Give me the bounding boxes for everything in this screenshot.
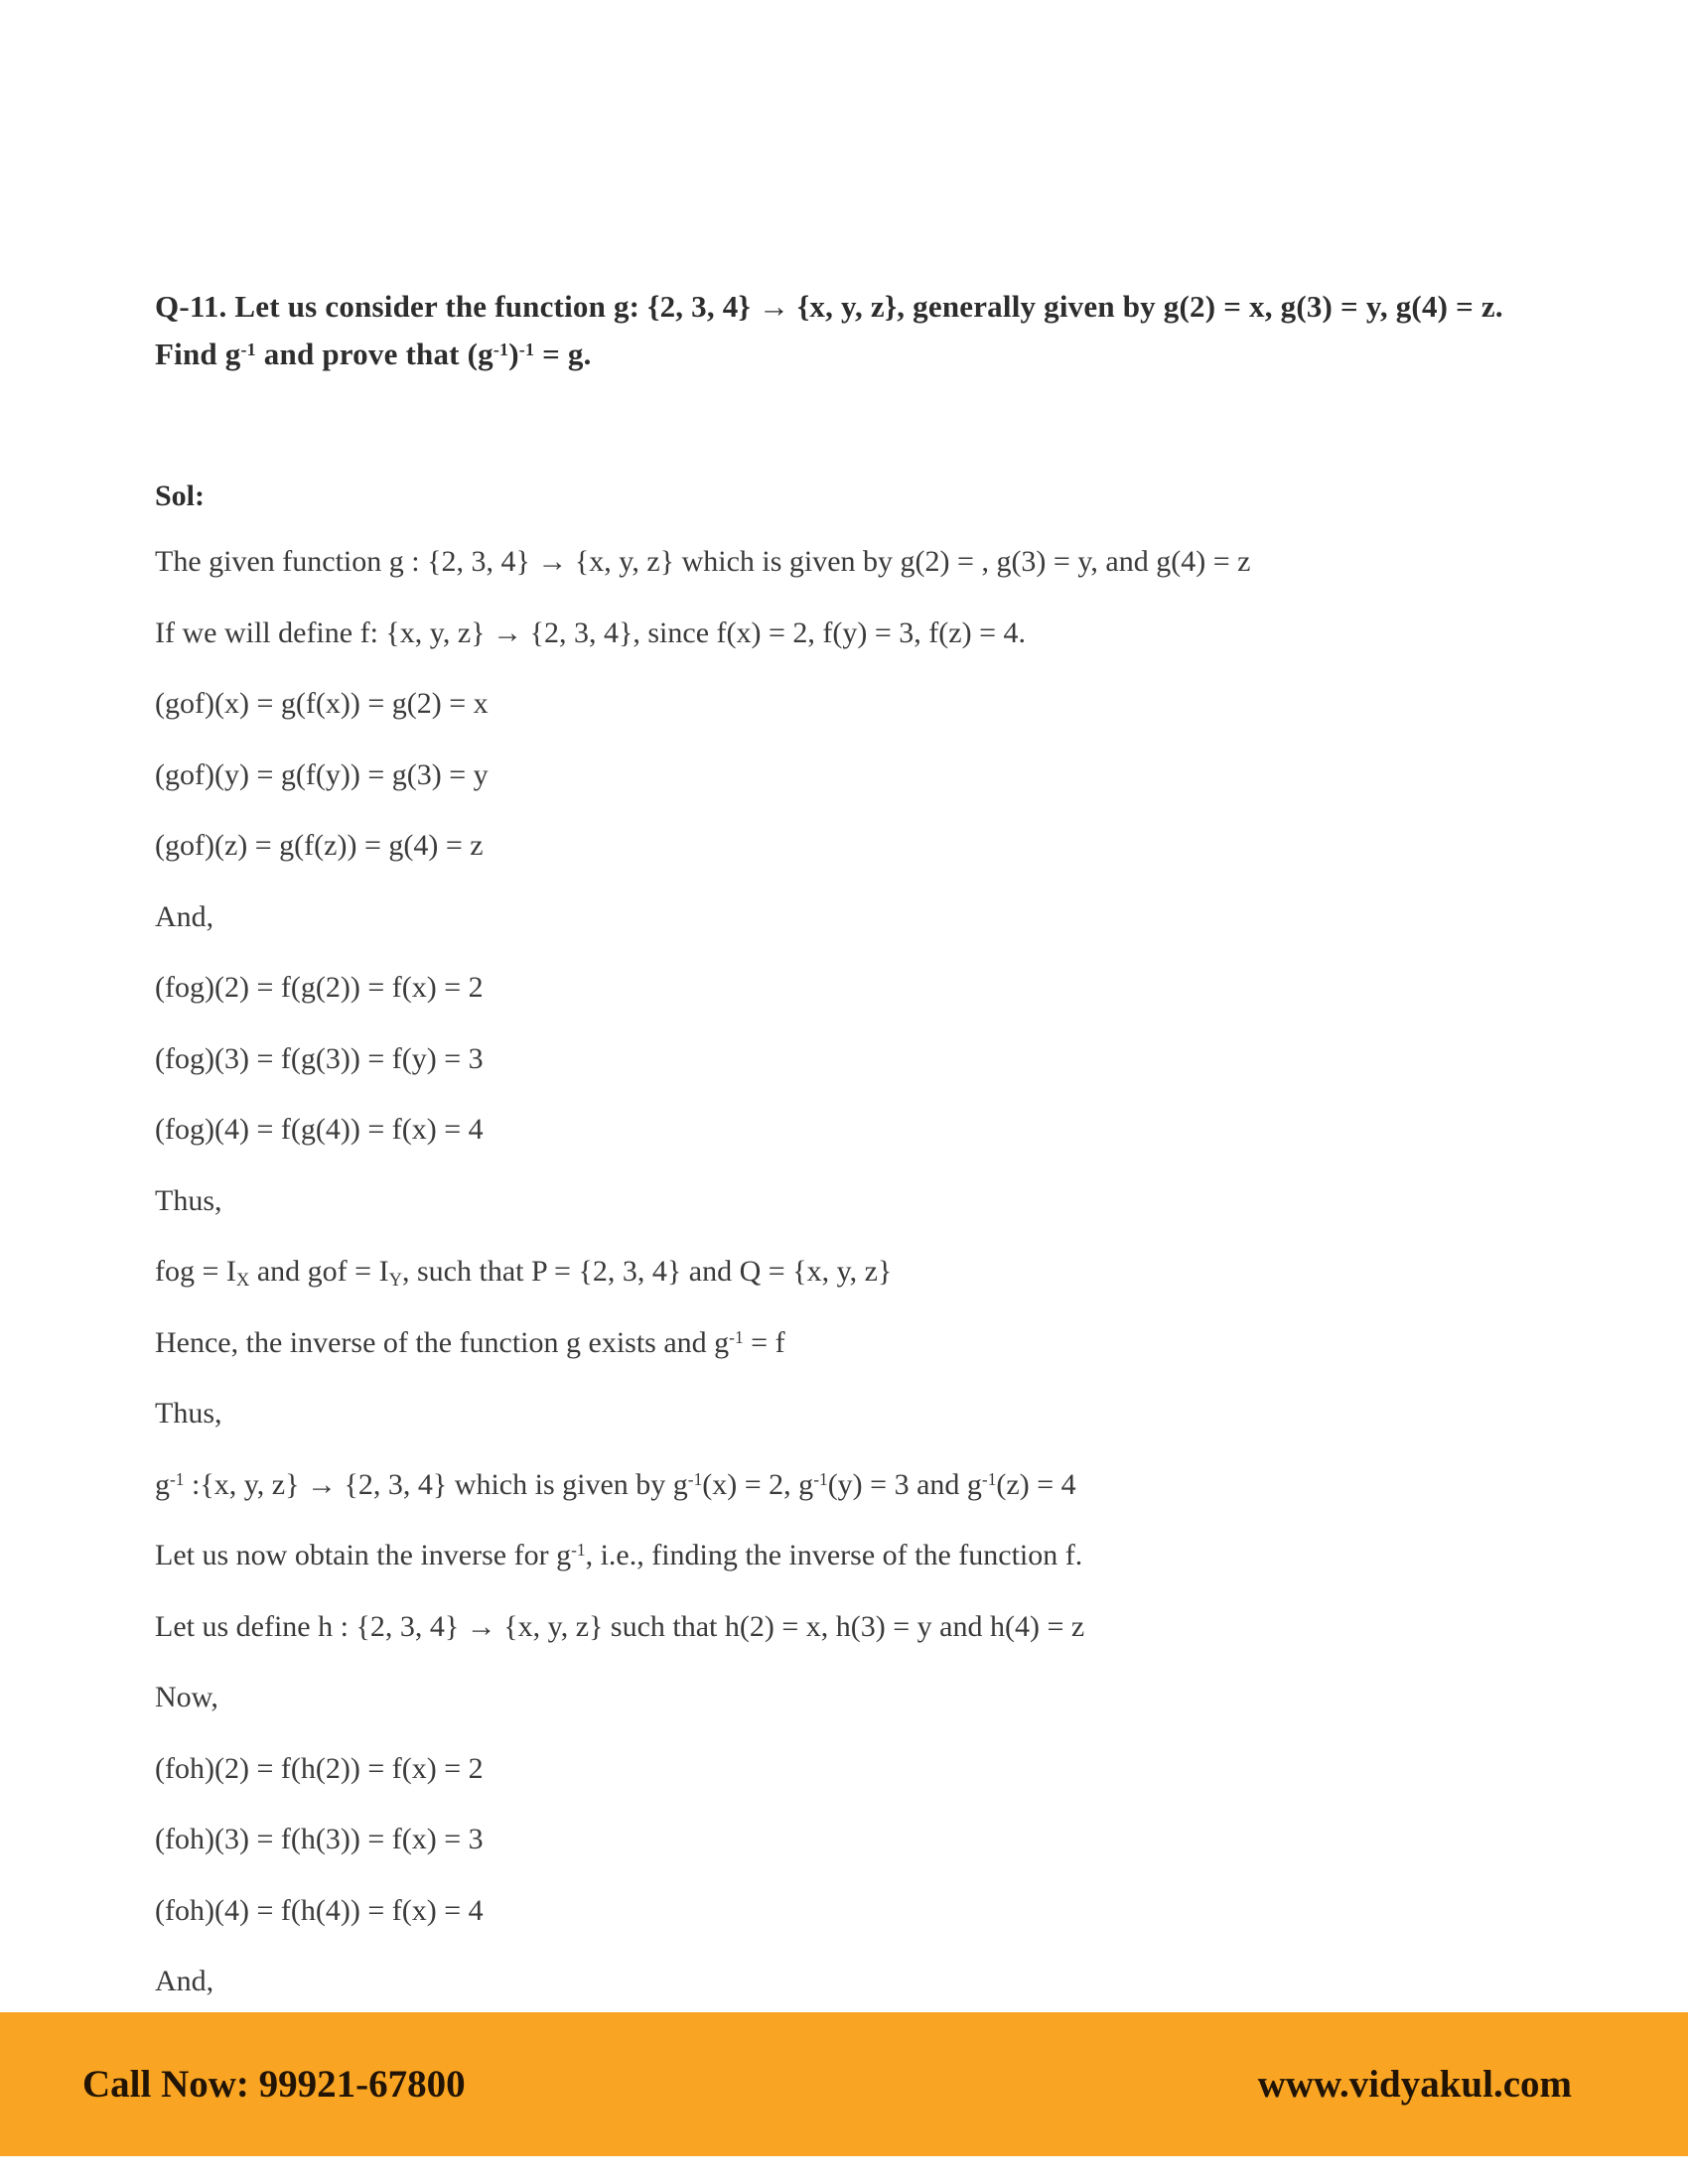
solution-paragraph: Now, [155,1681,218,1713]
solution-content [155,283,1569,1999]
solution-paragraph: And, [155,899,214,933]
footer-bar [0,2012,1688,2156]
solution-paragraph: Let us now obtain the inverse for $g^{-1}$, i.e., finding the inverse of the function f. [155,1539,1083,1571]
solution-label: Sol: [155,479,206,512]
solution-paragraph: The given function g : {2, 3, 4} → {x, y, z} which is given by g(2) = , g(3) = y, and g(4) = z [155,545,1251,578]
footer-website-text: www.vidyakul.com [1257,2063,1572,2106]
solution-paragraph: (fog)(2) = f(g(2)) = f(x) = 2 [155,971,484,1004]
solution-paragraph: Thus, [155,1183,222,1217]
solution-paragraph: Let us define h : {2, 3, 4} → {x, y, z} such that h(2) = x, h(3) = y and h(4) = z [155,1609,1085,1643]
solution-paragraph: And, [155,1965,214,1997]
solution-paragraph: (gof)(y) = g(f(y)) = g(3) = y [155,757,489,791]
solution-paragraph: (fog)(4) = f(g(4)) = f(x) = 4 [155,1113,484,1146]
solution-paragraph: Thus, [155,1397,222,1430]
solution-paragraph: (gof)(x) = g(f(x)) = g(2) = x [155,687,489,720]
footer-phone-text: Call Now: 99921-67800 [82,2063,466,2106]
question-text: Q-11. Let us consider the function g: {2, 3, 4} → {x, y, z}, generally given by g(2) = x, g(3) = y, g(4) = z. Find $g^{-1}$ and prove that $(g^{-1})^{-1} = g$. [155,289,1503,371]
solution-paragraph: (foh)(4) = f(h(4)) = f(x) = 4 [155,1893,484,1927]
solution-paragraph: $g^{-1}$ :{x, y, z} → {2, 3, 4} which is given by $g^{-1}(x) = 2$, $g^{-1}(y) = 3$ and $g^{-1}(z) = 4$ [155,1467,1076,1501]
solution-paragraph: (foh)(2) = f(h(2)) = f(x) = 2 [155,1751,484,1785]
solution-paragraph: Hence, the inverse of the function g exists and $g^{-1} = f$ [155,1325,785,1359]
solution-paragraph: (fog)(3) = f(g(3)) = f(y) = 3 [155,1041,484,1075]
solution-paragraph: (foh)(3) = f(h(3)) = f(x) = 3 [155,1823,484,1855]
solution-paragraph: fog = $I_X$ and gof = $I_Y$, such that P = {2, 3, 4} and Q = {x, y, z} [155,1255,893,1291]
solution-paragraph: If we will define f: {x, y, z} → {2, 3, 4}, since f(x) = 2, f(y) = 3, f(z) = 4. [155,615,1027,649]
solution-paragraph: (gof)(z) = g(f(z)) = g(4) = z [155,829,484,862]
